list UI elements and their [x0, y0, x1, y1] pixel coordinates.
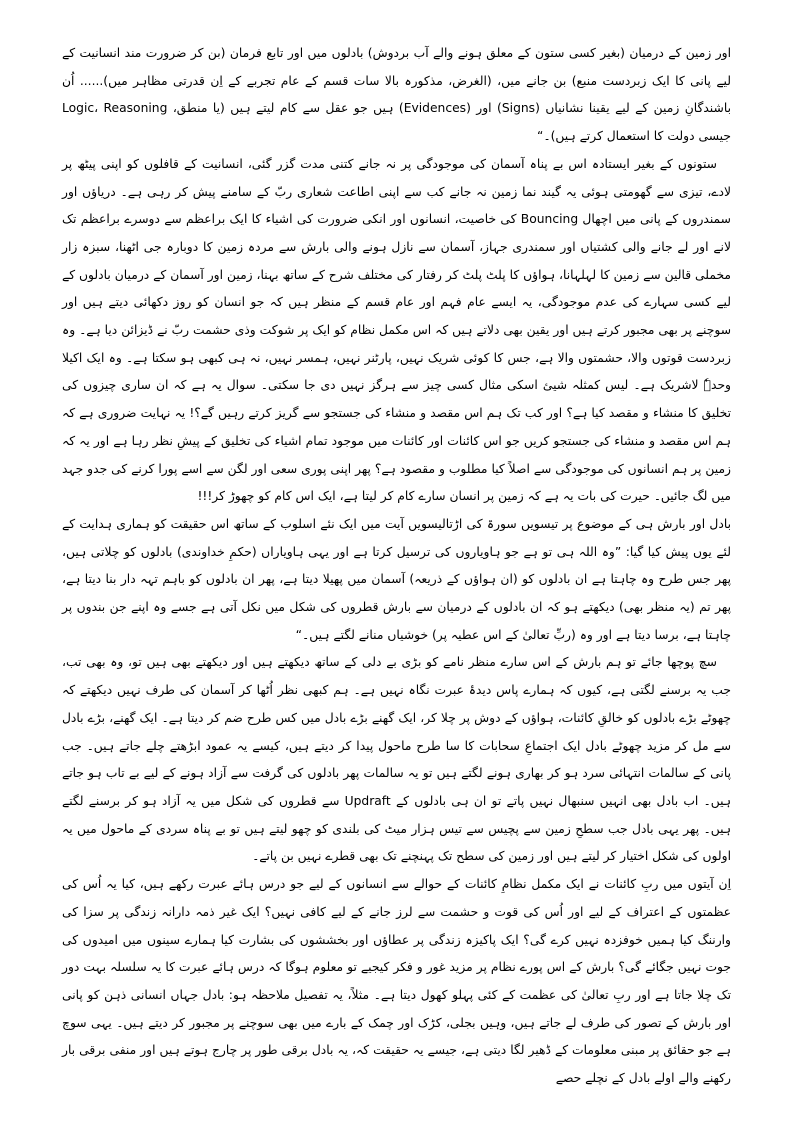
paragraph-3: بادل اور بارش ہی کے موضوع پر تیسویں سورۃ کی اڑتالیسویں آیت میں ایک نئے اسلوب کے ساتھ اس حقیقت کو ہماری ہدایت کے لئے یوں پیش کیا گیا: ”وہ اللہ ہی تو ہے جو ہاویاروں کی ترسیل کرتا ہے اور یہی ہاویاراں (حکمِ خداوندی) بادلوں کو چلاتی ہیں، پھر جس طرح وہ چاہتا ہے ان بادلوں کو (ان ہواؤں کے ذریعہ) آسمان میں پھیلا دیتا ہے، پھر ان بادلوں کو باہم تہہ دار بنا دیتا ہے، پھر تم (یہ منظر بھی) دیکھتے ہو کہ ان بادلوں کے درمیان سے بارش قطروں کی شکل میں نکل آتی ہے جسے وہ اپنے جن بندوں پر چاہتا ہے، برسا دیتا ہے اور وہ (ربِّ تعالیٰ کے اس عطیہ پر) خوشیاں منانے لگتے ہیں۔“: [62, 516, 731, 642]
paragraph-4: سچ پوچھا جائے تو ہم بارش کے اس سارے منظر نامے کو بڑی بے دلی کے ساتھ دیکھتے ہیں اور دیکھتے بھی ہیں تو، وہ بھی تب، جب یہ برسنے لگتی ہے، کیوں کہ ہمارے پاس دیدۂ عبرت نگاہ نہیں ہے۔ ہم کبھی نظر اُٹھا کر آسمان کی طرف نہیں دیکھتے کہ چھوٹے بڑے بادلوں کو خالقِ کائنات، ہواؤں کے دوش پر چلا کر، ایک گھنے بڑے بادل میں کس طرح ضم کر دیتا ہے۔ ایک گھنے، بڑے بادل سے مل کر مزید چھوٹے بادل ایک اجتماعِ سحابات کا سا طرح ماحول پیدا کر دیتے ہیں، کیسے یہ عمود ابڑھتے چلے جاتے ہیں۔ جب پانی کے سالمات انتہائی سرد ہو کر بھاری ہونے لگتے ہیں تو یہ سالمات پھر بادلوں کی گرفت سے آزاد ہونے کے لیے بے تاب ہو جاتے ہیں۔ اب بادل بھی انہیں سنبھال نہیں پاتے تو ان ہی بادلوں کے Updraft سے قطروں کی شکل میں یہ آزاد ہو کر برسنے لگتے ہیں۔ پھر یہی بادل جب سطحِ زمین سے پچیس سے تیس ہزار میٹ کی بلندی کو چھو لیتے ہیں تو بے پناہ سردی کے ماحول میں یہ اولوں کی شکل اختیار کر لیتے ہیں اور زمین کی سطح تک پہنچنے تک بھی قطرے نہیں بن پاتے۔: [62, 655, 731, 864]
paragraph-2: ستونوں کے بغیر ایستادہ اس بے پناہ آسمان کی موجودگی پر نہ جانے کتنی مدت گزر گئی، انسانیت کے قافلوں کو اپنی پیٹھ پر لادے، تیزی سے گھومتی ہوئی یہ گیند نما زمین نہ جانے کب سے اپنی اطاعت شعاری ربّ کے سامنے پیش کر رہی ہے۔ دریاؤں اور سمندروں کے پانی میں اچھال Bouncing کی خاصیت، انسانوں اور انکی ضرورت کی اشیاء کا ایک براعظم سے دوسرے براعظم تک لانے اور لے جانے والی کشتیاں اور سمندری جہاز، آسمان سے نازل ہونے والی بارش سے مردہ زمین کا دوبارہ جی اٹھنا، سبزہ زار مخملی قالین سے زمین کا لہلہانا، ہواؤں کا پلٹ پلٹ کر رفتار کی مختلف شرح کے ساتھ بہنا، زمین اور آسمان کے درمیان بادلوں کے لیے کسی سہارے کی عدم موجودگی، یہ ایسے عام فہم اور عام قسم کے منظر ہیں کہ جو انسان کو روز دکھائی دیتے ہیں اور سوچنے پر بھی مجبور کرتے ہیں اور یقین بھی دلاتے ہیں کہ اس مکمل نظام کو ایک پر شوکت وذی حشمت ربّ نے ڈیزائن دیا ہے۔ وہ زبردست قوتوں والا، حشمتوں والا ہے، جس کا کوئی شریک نہیں، پارٹنر نہیں، ہمسر نہیں، نہ ہی کبھی ہو سکتا ہے۔ وہ ایک اکیلا وحدہٗ لاشریک ہے۔ لیس کمثلہ شیئ اسکی مثال کسی چیز سے ہرگز نہیں دی جا سکتی۔ سوال یہ ہے کہ ان ساری چیزوں کی تخلیق کا منشاء و مقصد کیا ہے؟ اور کب تک ہم اس مقصد و منشاء کی جستجو سے گریز کرتے رہیں گے؟! یہ نہایت ضروری ہے کہ ہم اس مقصد و منشاء کی جستجو کریں جو اس کائنات اور کائنات میں موجود تمام اشیاء کی تخلیق کے پیشِ نظر رہا ہے اور یہ کہ زمین پر ہم انسانوں کی موجودگی سے اصلاً کیا مطلوب و مقصود ہے؟ پھر اپنی پوری سعی اور لگن سے اسے پورا کرنے کی جدو جہد میں لگ جائیں۔ حیرت کی بات یہ ہے کہ زمین پر انسان سارے کام کر لیتا ہے، ایک اس کام کو چھوڑ کر!!!: [62, 156, 731, 504]
paragraph-5: اِن آیتوں میں ربِ کائنات نے ایک مکمل نظامِ کائنات کے حوالے سے انسانوں کے لیے جو درس ہائے عبرت رکھے ہیں، کیا یہ اُس کی عظمتوں کے اعتراف کے لیے اور اُس کی قوت و حشمت سے لرز جانے کے لیے کافی نہیں؟ ایک غیر ذمہ دارانہ زندگی پر سزا کی وارننگ کیا ہمیں خوفزدہ نہیں کرے گی؟ ایک پاکیزہ زندگی پر عطاؤں اور بخششوں کی بشارت کیا ہمارے سینوں میں امیدوں کی جوت نہیں جگائے گی؟ بارش کے اس پورے نظام پر مزید غور و فکر کیجیے تو معلوم ہوگا کہ درس ہائے عبرت کا یہ سلسلہ بہت دور تک چلا جاتا ہے اور ربِ تعالیٰ کی عظمت کے کئی پہلو کھول دیتا ہے۔ مثلاً، یہ تفصیل ملاحظہ ہو: بادل جہاں انسانی ذہن کو پانی اور بارش کے تصور کی طرف لے جاتے ہیں، وہیں بجلی، کڑک اور چمک کے بارے میں بھی سوچنے پر مجبور کر دیتے ہیں۔ یہی سوچ ہے جو حقائق پر مبنی معلومات کے ڈھیر لگا دیتی ہے، جیسے یہ حقیقت کہ، یہ بادل برقی طور پر چارج ہوتے ہیں اور منفی برقی بار رکھنے والے اولے بادل کے نچلے حصے: [62, 877, 731, 1086]
paragraph-1: اور زمین کے درمیان (بغیر کسی ستون کے معلق ہونے والے آب بردوش) بادلوں میں اور تابع فرمان (بن کر ضرورت مند انسانیت کے لیے پانی کا ایک زبردست منبع) بن جانے میں، (الغرض، مذکورہ بالا سات قسم کے عام تجربے کے اِن قدرتی مظاہر میں)...... اُن باشندگانِ زمین کے لیے یقینا نشانیاں (Signs) اور (Evidences) ہیں جو عقل سے کام لیتے ہیں (یا منطق، Logic، Reasoning جیسی دولت کا استعمال کرتے ہیں)۔“: [62, 46, 731, 144]
article-body: [62, 40, 731, 1093]
